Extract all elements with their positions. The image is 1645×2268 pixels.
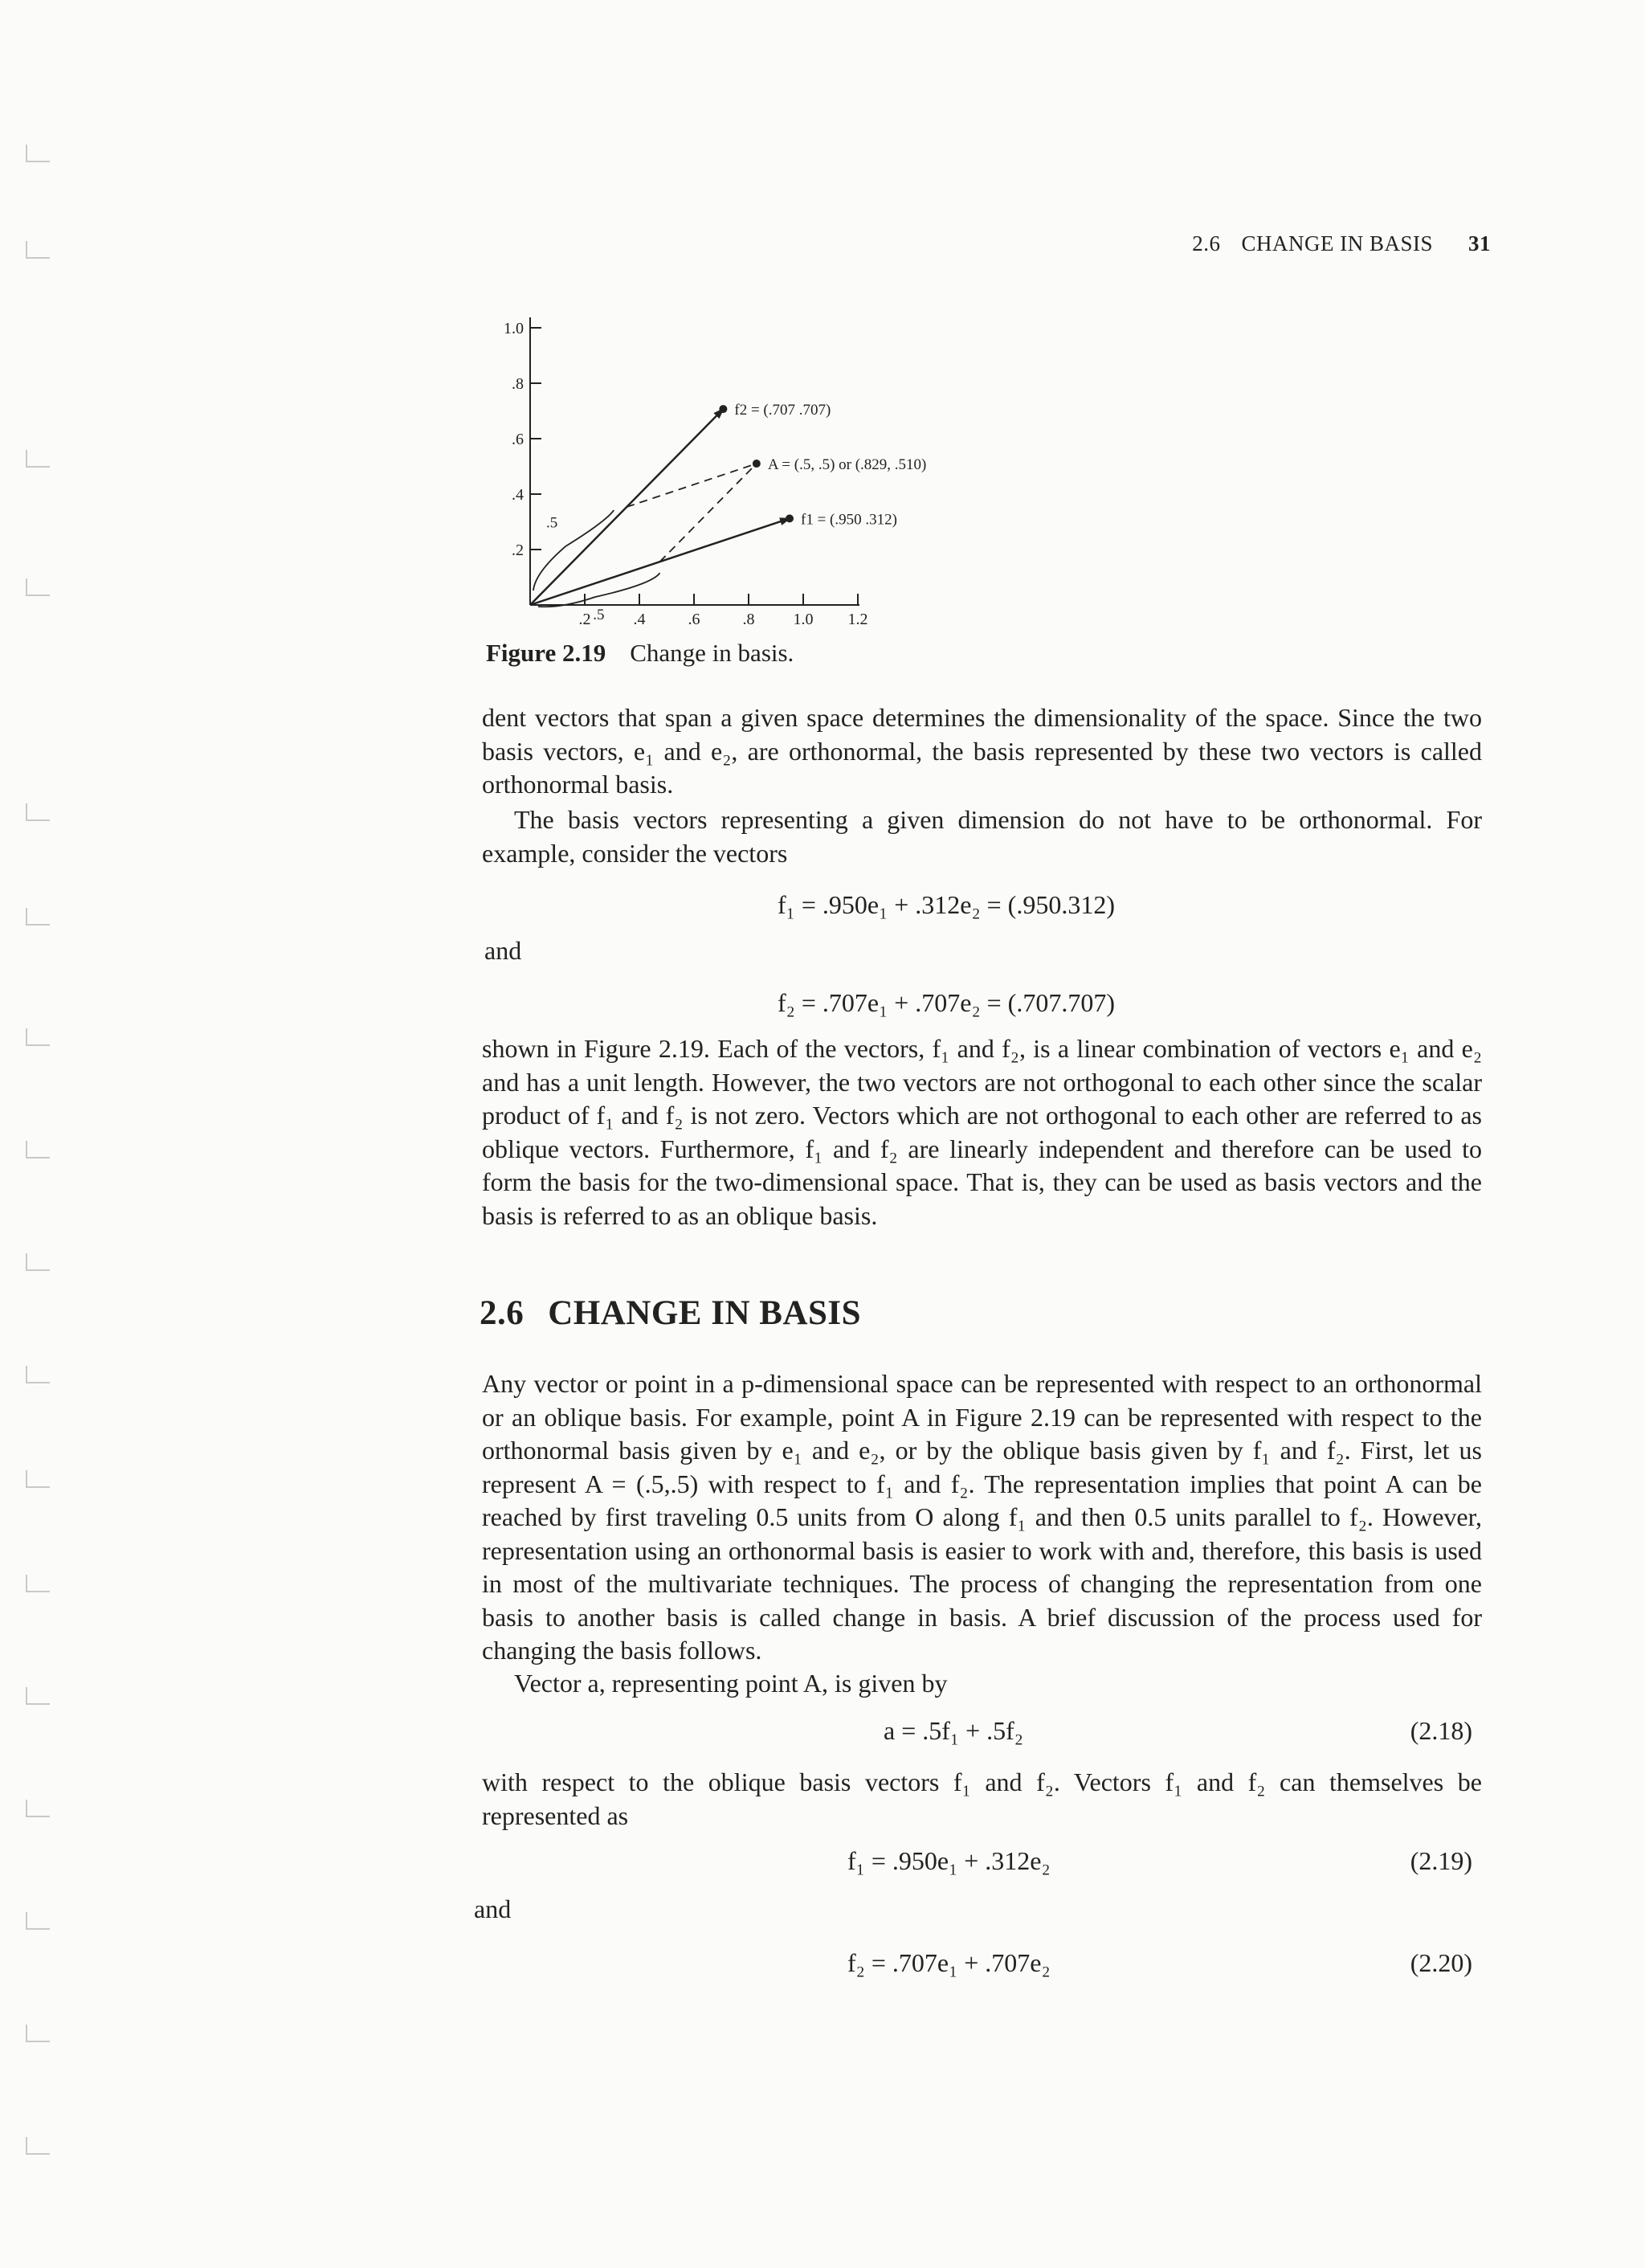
y-tick-label: .8: [512, 375, 524, 393]
binding-mark: [26, 1141, 50, 1159]
paragraph: dent vectors that span a given space determines the dimensionality of the space. Since the two basis vectors, e₁ and e₂, are orthonormal, the basis represented by these two vectors is called orthonormal basis.: [482, 703, 1482, 799]
paragraph: Any vector or point in a p-dimensional space can be represented with respect to an orthonormal or an oblique basis. For example, point A in Figure 2.19 can be represented with respect to the orthonormal basis given by e₁ and e₂, or by the oblique basis given by f₁ and f₂. First, let us represent A = (.5,.5) with respect to f₁ and f₂. The representation implies that point A can be reached by first traveling 0.5 units from O along f₁ and then 0.5 units parallel to f₂. However, representation using an orthonormal basis is easier to work with and, therefore, this basis is used in most of the multivariate techniques. The process of changing the representation from one basis to another basis is called change in basis. A brief discussion of the process used for changing the basis follows.: [482, 1369, 1482, 1665]
paragraph: shown in Figure 2.19. Each of the vectors, f₁ and f₂, is a linear combination of vectors e₁ and e₂ and has a unit length. However, the two vectors are not orthogonal to each other since the scalar product of f₁ and f₂ is not zero. Vectors which are not orthogonal to each other are referred to as oblique vectors. Furthermore, f₁ and f₂ are linearly independent and therefore can be used to form the basis for the two-dimensional space. That is, they can be used as basis vectors and the basis is referred to as an oblique basis.: [482, 1034, 1482, 1230]
binding-mark: [26, 1912, 50, 1930]
y-tick-label: .4: [512, 486, 524, 504]
label-half-f1: .5: [593, 607, 605, 623]
equation-connector: and: [484, 936, 522, 965]
binding-mark: [26, 578, 50, 596]
equation: f₂ = .707e₁ + .707e₂: [847, 1948, 1051, 1977]
equation: f₂ = .707e₁ + .707e₂ = (.707.707): [778, 988, 1115, 1017]
point-A: [753, 460, 761, 468]
x-tick-label: .2: [578, 611, 591, 628]
section-heading-title: CHANGE IN BASIS: [548, 1294, 862, 1332]
binding-mark: [26, 1028, 50, 1046]
page-number: 31: [1468, 231, 1491, 255]
binding-mark: [26, 1687, 50, 1705]
binding-mark: [26, 1366, 50, 1383]
label-f1: f1 = (.950 .312): [801, 511, 897, 529]
label-point-a: A = (.5, .5) or (.829, .510): [767, 456, 927, 474]
binding-mark: [26, 2025, 50, 2042]
figure-caption: [486, 639, 794, 668]
binding-mark: [26, 1253, 50, 1271]
binding-mark: [26, 803, 50, 821]
figure-caption-label: Figure 2.19: [486, 639, 606, 667]
binding-mark: [26, 908, 50, 926]
binding-mark: [26, 241, 50, 259]
binding-mark: [26, 450, 50, 468]
section-heading: [480, 1293, 861, 1333]
paragraph: Vector a, representing point A, is given by: [514, 1669, 948, 1698]
paragraph: The basis vectors representing a given dimension do not have to be orthonormal. For example, consider the vectors: [482, 805, 1482, 868]
binding-mark: [26, 1470, 50, 1488]
equation-number: (2.20): [1410, 1948, 1472, 1977]
y-tick-label: .6: [512, 431, 524, 448]
dashed-line: [660, 464, 757, 562]
equation: f₁ = .950e₁ + .312e₂ = (.950.312): [778, 890, 1115, 919]
header-section-number: 2.6: [1192, 231, 1221, 255]
x-tick-label: 1.0: [793, 611, 814, 628]
binding-mark: [26, 145, 50, 162]
equation-number: (2.19): [1410, 1846, 1472, 1875]
figure-2-19: [482, 309, 927, 639]
equation-connector: and: [474, 1894, 512, 1923]
equation: f₁ = .950e₁ + .312e₂: [847, 1846, 1051, 1875]
point-f2: [719, 405, 727, 413]
label-f2: f2 = (.707 .707): [734, 402, 831, 419]
dashed-line: [627, 464, 757, 507]
figure-plot: [482, 309, 927, 639]
figure-caption-text: Change in basis.: [630, 639, 794, 667]
x-tick-label: .6: [688, 611, 700, 628]
point-f1: [786, 514, 794, 522]
binding-mark: [26, 1800, 50, 1817]
x-tick-label: .4: [633, 611, 646, 628]
label-half-f2: .5: [546, 514, 558, 532]
equation-number: (2.18): [1410, 1716, 1472, 1745]
x-tick-label: .8: [742, 611, 755, 628]
header-title: CHANGE IN BASIS: [1241, 231, 1433, 255]
binding-mark: [26, 1575, 50, 1592]
x-tick-label: 1.2: [847, 611, 868, 628]
paragraph: with respect to the oblique basis vectors f₁ and f₂. Vectors f₁ and f₂ can themselves be represented as: [482, 1767, 1482, 1830]
running-header: [1192, 231, 1491, 256]
equation: a = .5f₁ + .5f₂: [884, 1716, 1023, 1745]
y-tick-label: 1.0: [504, 320, 524, 337]
section-heading-number: 2.6: [480, 1294, 525, 1332]
binding-mark: [26, 2137, 50, 2155]
y-tick-label: .2: [512, 541, 524, 559]
